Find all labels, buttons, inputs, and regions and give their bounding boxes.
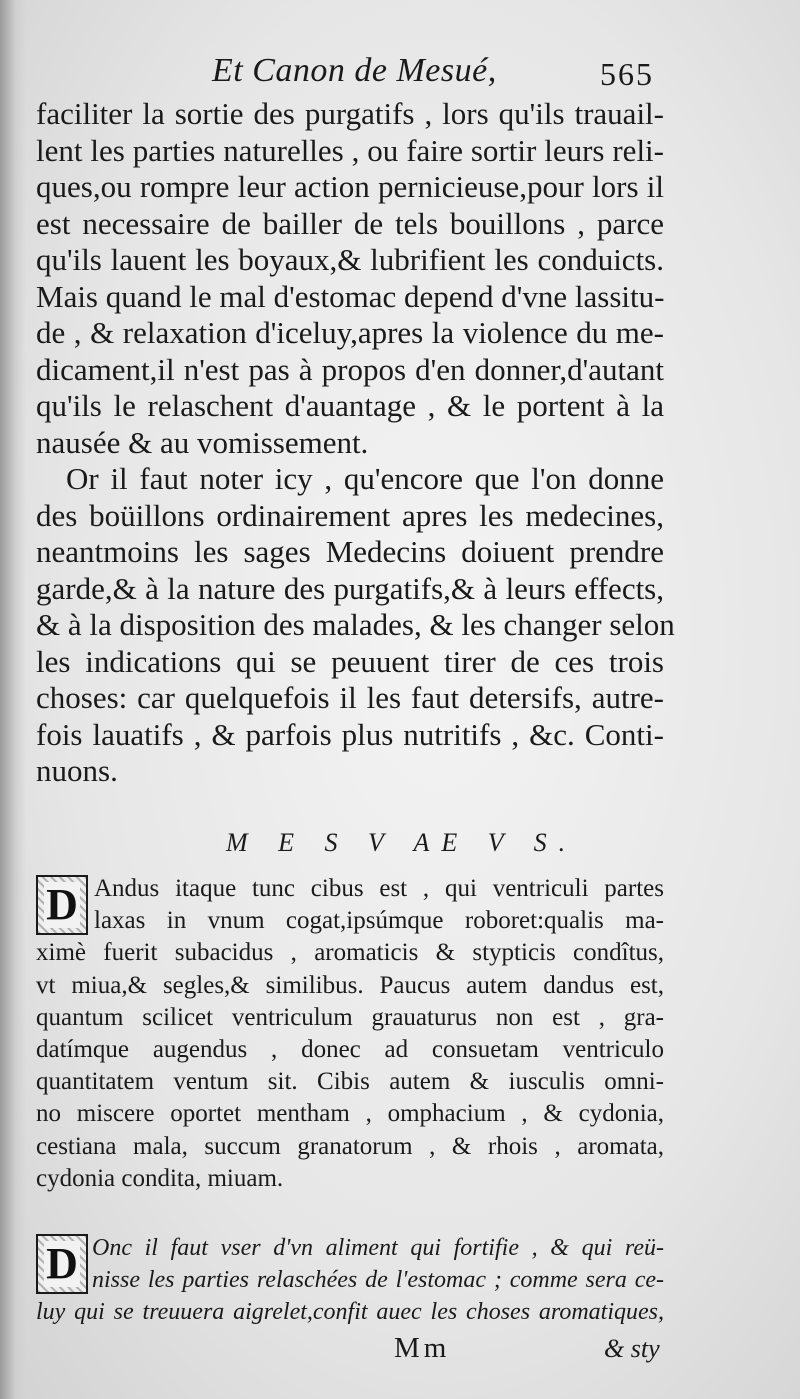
page-footer [0,1332,800,1372]
text-line: choses: car quelquefois il les faut detersifs, autre- [36,680,664,715]
text-line: & à la disposition des malades, & les changer selon [36,607,675,642]
page-gutter-shadow [0,0,26,1399]
running-title: Et Canon de Mesué, [212,52,497,89]
initial-letter: D [46,1239,78,1288]
text-line: qu'ils lauent les boyaux,& lubrifient les conduicts. [36,242,664,277]
text-line: Mais quand le mal d'estomac depend d'vne lassitu- [36,278,665,314]
text-line: nisse les parties relaschées de l'estomac ; comme sera ce- [92,1267,664,1293]
text-line: est necessaire de bailler de tels bouillons , parce [36,205,664,241]
text-line: Onc il faut vser d'vn aliment qui fortifie , & qui reü- [92,1235,664,1261]
text-line: qu'ils le relaschent d'auantage , & le portent à la [36,388,664,423]
text-line: luy qui se treuuera aigrelet,confit auec les choses aromatiques, [36,1299,664,1325]
text-line: vt miua,& segles,& similibus. Paucus autem dandus est, [36,971,664,999]
text-line: garde,& à la nature des purgatifs,& à leurs effects, [36,570,664,606]
text-line: ximè fuerit subacidus , aromaticis & stypticis condîtus, [36,939,664,967]
latin-passage [36,873,664,1195]
page-number: 565 [600,56,654,92]
text-line: Andus itaque tunc cibus est , qui ventriculi partes [94,875,664,902]
text-line: cydonia condita, miuam. [36,1164,284,1192]
catchword: & sty [604,1334,660,1363]
running-head [0,52,800,92]
text-line: no miscere oportet mentham , omphacium , & cydonia, [36,1100,664,1128]
text-line: faciliter la sortie des purgatifs , lors qu'ils trauail- [36,96,664,131]
text-line: nuons. [36,753,118,788]
text-line: laxas in vnum cogat,ipsúmque roboret:qualis ma- [94,907,664,935]
signature-mark: Mm [394,1332,451,1364]
text-line: quantum scilicet ventriculum grauaturus non est , gra- [36,1003,664,1031]
initial-letter: D [46,880,78,929]
text-line: neantmoins les sages Medecins doiuent prendre [36,534,664,569]
text-line: fois lauatifs , & parfois plus nutritifs , &c. Conti- [36,716,664,752]
text-line: quantitatem ventum sit. Cibis autem & iusculis omni- [36,1068,664,1096]
text-line: de , & relaxation d'iceluy,apres la violence du me- [36,315,664,350]
text-line: les indications qui se peuuent tirer de ces trois [36,643,664,679]
body-text [36,96,675,790]
text-line: lent les parties naturelles , ou faire sortir leurs reli- [36,132,664,168]
text-line: dicament,il n'est pas à propos d'en donner,d'autant [36,351,664,387]
french-passage [36,1232,664,1328]
text-line: des boüillons ordinairement apres les medecines, [36,497,664,533]
section-heading: M E S V AE V S. [226,828,578,857]
text-line: cestiana mala, succum granatorum , & rhois , aromata, [36,1132,664,1160]
text-line: Or il faut noter icy , qu'encore que l'on donne [66,461,664,496]
text-line: ques,ou rompre leur action pernicieuse,pour lors il [36,169,664,204]
text-line: datímque augendus , donec ad consuetam ventriculo [36,1035,664,1063]
text-line: nausée & au vomissement. [36,424,369,460]
